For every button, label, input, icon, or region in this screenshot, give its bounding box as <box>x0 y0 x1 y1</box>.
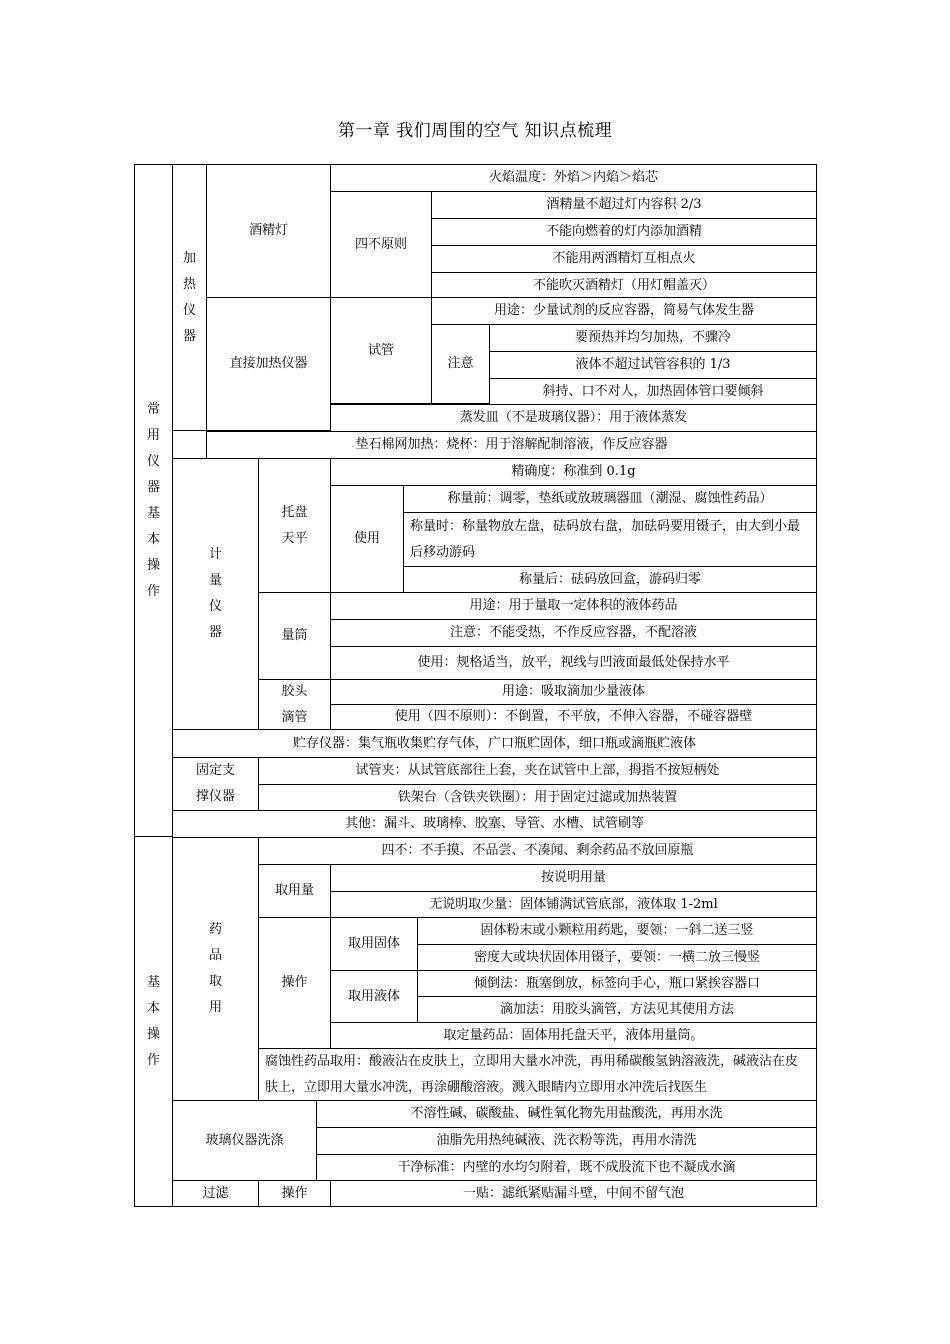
blank-cell <box>172 430 207 459</box>
washing-row: 油脂先用热纯碱液、洗衣粉等洗，再用水清洗 <box>316 1127 817 1155</box>
attention-label: 注意 <box>431 324 490 404</box>
heating-label: 加 热 仪 器 <box>172 164 207 431</box>
drugs-label: 药 品 取 用 <box>172 837 259 1101</box>
flame-temp: 火焰温度：外焰＞内焰＞焰芯 <box>330 164 817 192</box>
solid-label: 取用固体 <box>330 917 418 971</box>
liquid-row: 倾倒法：瓶塞倒放，标签向手心，瓶口紧挨容器口 <box>417 970 817 997</box>
filtration-label: 过滤 <box>172 1180 259 1207</box>
direct-heating-label: 直接加热仪器 <box>206 297 331 431</box>
others-row: 其他：漏斗、玻璃棒、胶塞、导管、水槽、试管刷等 <box>172 810 817 838</box>
solid-row: 固体粉末或小颗粒用药匙，要领：一斜二送三竖 <box>417 917 817 945</box>
washing-row: 不溶性碱、碳酸盐、碱性氧化物先用盐酸洗，再用水洗 <box>316 1100 817 1128</box>
four-principles-label: 四不原则 <box>330 191 432 298</box>
amount-row: 无说明取少量：固体铺满试管底部，液体取 1-2ml <box>330 891 817 918</box>
tube-use: 用途：少量试剂的反应容器，简易气体发生器 <box>431 297 817 325</box>
support-row: 试管夹：从试管底部往上套，夹在试管中上部，拇指不按短柄处 <box>258 757 817 785</box>
filtration-operation-label: 操作 <box>258 1180 331 1207</box>
evaporating-dish: 蒸发皿（不是玻璃仪器）：用于液体蒸发 <box>330 404 817 432</box>
washing-row: 干净标准：内壁的水均匀附着，既不成股流下也不凝成水滴 <box>316 1154 817 1181</box>
cylinder-label: 量筒 <box>258 592 331 680</box>
principle-row: 不能吹灭酒精灯（用灯帽盖灭） <box>431 272 817 299</box>
principle-row: 酒精量不超过灯内容积 2/3 <box>431 191 817 219</box>
four-no-row: 四不：不手摸、不品尝、不凑闻、剩余药品不放回原瓶 <box>258 837 817 865</box>
liquid-row: 滴加法：用胶头滴管，方法见其使用方法 <box>417 996 817 1023</box>
test-tube-label: 试管 <box>330 297 432 404</box>
section-common-ops: 常 用 仪 器 基 本 操 作 <box>134 164 173 837</box>
cylinder-row: 用途：用于量取一定体积的液体药品 <box>330 592 817 620</box>
support-row: 铁架台（含铁夹铁圈）：用于固定过滤或加热装置 <box>258 784 817 811</box>
balance-precision: 精确度：称准到 0.1g <box>330 458 817 486</box>
filtration-row: 一贴：滤纸紧贴漏斗壁，中间不留气泡 <box>330 1180 817 1207</box>
balance-use-row: 称量后：砝码放回盒，游码归零 <box>403 566 817 593</box>
quantitative-row: 取定量药品：固体用托盘天平，液体用量筒。 <box>330 1022 817 1049</box>
principle-row: 不能向燃着的灯内添加酒精 <box>431 218 817 246</box>
dropper-row: 用途：吸取滴加少量液体 <box>330 679 817 705</box>
cylinder-row: 注意：不能受热，不作反应容器，不配溶液 <box>330 619 817 647</box>
solid-row: 密度大或块状固体用镊子，要领：一横二放三慢竖 <box>417 944 817 971</box>
balance-use-row: 称量时：称量物放左盘，砝码放右盘，加砝码要用镊子，由大到小最后移动游码 <box>403 512 817 567</box>
dropper-label: 胶头 滴管 <box>258 679 331 730</box>
tube-note: 要预热并均匀加热，不骤冷 <box>489 324 817 352</box>
operation-label: 操作 <box>258 917 331 1049</box>
washing-label: 玻璃仪器洗涤 <box>172 1100 317 1181</box>
tube-note: 斜持、口不对人，加热固体管口要倾斜 <box>489 378 817 405</box>
amount-label: 取用量 <box>258 864 331 918</box>
balance-label: 托盘 天平 <box>258 458 331 593</box>
asbestos-heating: 垫石棉网加热：烧杯：用于溶解配制溶液，作反应容器 <box>206 431 817 459</box>
dropper-row: 使用（四不原则）：不倒置，不平放，不伸入容器，不碰容器壁 <box>330 704 817 730</box>
tube-note: 液体不超过试管容积的 1/3 <box>489 351 817 379</box>
amount-row: 按说明用量 <box>330 864 817 892</box>
balance-use-row: 称量前：调零，垫纸或放玻璃器皿（潮湿、腐蚀性药品） <box>403 485 817 513</box>
principle-row: 不能用两酒精灯互相点火 <box>431 245 817 273</box>
measuring-label: 计 量 仪 器 <box>172 458 259 730</box>
section-basic-ops: 基 本 操 作 <box>134 836 173 1207</box>
alcohol-lamp: 酒精灯 <box>206 164 331 298</box>
corrosive-row: 腐蚀性药品取用：酸液沾在皮肤上，立即用大量水冲洗，再用稀碳酸氢钠溶液洗，碱液沾在皮肤上，立即用大量水冲洗，再涂硼酸溶液。溅入眼睛内立即用水冲洗后找医生 <box>258 1048 817 1101</box>
page-title: 第一章 我们周围的空气 知识点梳理 <box>337 121 613 141</box>
balance-use-label: 使用 <box>330 485 404 593</box>
cylinder-row: 使用：规格适当，放平，视线与凹液面最低处保持水平 <box>330 646 817 680</box>
liquid-label: 取用液体 <box>330 970 418 1023</box>
storage-row: 贮存仪器：集气瓶收集贮存气体，广口瓶贮固体，细口瓶或滴瓶贮液体 <box>172 729 817 758</box>
support-label: 固定支 撑仪器 <box>172 757 259 811</box>
